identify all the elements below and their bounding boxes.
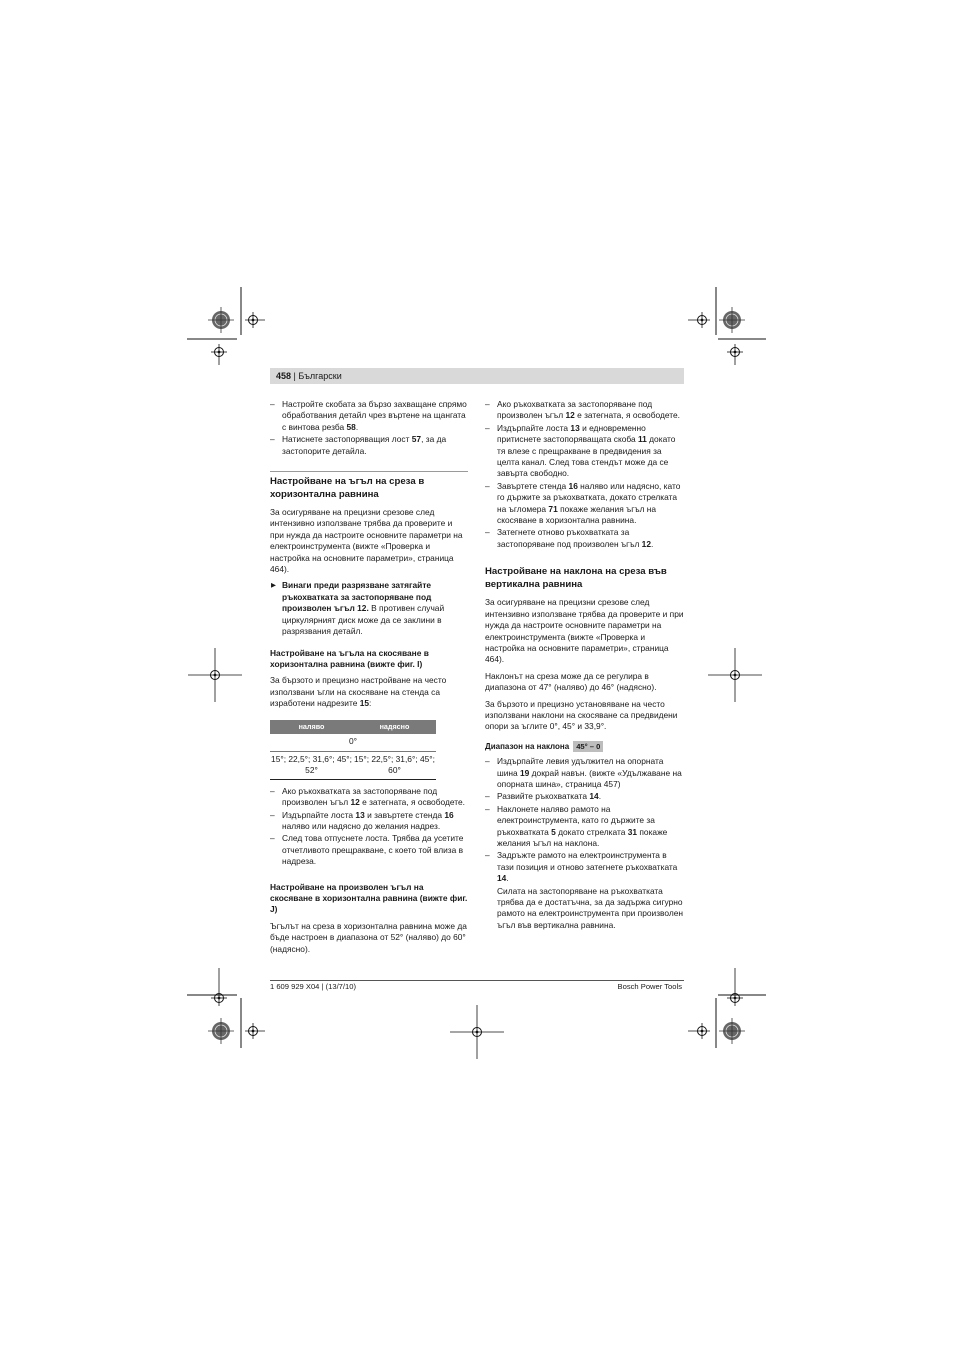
- footer-brand: Bosch Power Tools: [617, 982, 682, 991]
- table-header-left: наляво: [298, 721, 325, 731]
- list-item: – Ако ръкохватката за застопоряване под произволен ъгъл 12 е затегната, я освободете.: [485, 399, 684, 422]
- header-separator: |: [291, 371, 299, 381]
- registration-mark-icon: [188, 648, 242, 702]
- page-header: [270, 368, 684, 384]
- angle-table: [270, 720, 436, 780]
- page-number: 458: [276, 371, 292, 381]
- registration-mark-icon: [175, 968, 265, 1058]
- list-item: – Издърпайте левия удължител на опорната шина 19 докрай навън. (вижте «Удължаване на опорната шина», страница 457): [485, 756, 684, 790]
- table-cell-left: 15°; 22,5°; 31,6°; 45°; 52°: [271, 753, 352, 776]
- footer-rule: [270, 980, 684, 981]
- table-header: [270, 720, 436, 734]
- paragraph-arbitrary: Ъгълът на среза в хоризонтална равнина може да бъде настроен в диапазона от 52° (наляво) до 60° (надясно).: [270, 920, 467, 954]
- left-column: [270, 399, 468, 960]
- registration-mark-icon: [175, 275, 265, 365]
- table-row-zero: 0°: [270, 734, 436, 752]
- registration-mark-icon: [450, 1005, 504, 1059]
- registration-mark-icon: [688, 275, 778, 365]
- section-heading-horizontal: Настройване на ъгъл на среза в хоризонтална равнина: [270, 476, 425, 500]
- paragraph-precision: За осигуряване на прецизни срезове след интензивно използване трябва да проверите и при нужда да настроите основните параметри на електроинструмента (вижте «Проверка и настройка на основните параметри», страница 464).: [270, 507, 463, 575]
- warning-item: ▶ Винаги преди разрязване затягайте ръкохватката за застопоряване под произволен ъгъл 12. В противен случай циркулярният диск може да се заклини в разрязвания детайл.: [270, 580, 468, 637]
- subheading-arbitrary-angle: Настройване на произволен ъгъл на скосяване в хоризонтална равнина (вижте фиг. J): [270, 881, 468, 915]
- section-heading-vertical: Настройване на наклона на среза във вертикална равнина: [485, 566, 667, 590]
- paragraph-notches: За бързото и прецизно настройване на често използвани ъгли на скосяване на стенда са изработени надрезите 15:: [270, 675, 447, 709]
- paragraph-clamping-force: Силата на застопоряване на ръкохватката трябва да е достатъчна, за да задържа сигурно рамото на електроинструмента при произволен ъгъл във вертикална равнина.: [497, 885, 684, 930]
- list-item: – Издърпайте лоста 13 и завъртете стенда 16 наляво или надясно до желания надрез.: [270, 810, 468, 833]
- table-cell-right: 15°; 22,5°; 31,6°; 45°; 60°: [354, 753, 435, 776]
- paragraph-quick-stops: За бързото и прецизно установяване на често използвани наклони на скосяване са предвидени опори за ъглите 0°, 45° и 33,9°.: [485, 698, 678, 732]
- section-divider: [270, 471, 468, 472]
- bevel-range: [485, 741, 684, 752]
- list-item: – Задръжте рамото на електроинструмента в тази позиция и отново затегнете ръкохватката 14.: [485, 850, 684, 884]
- bevel-range-badge: 45° – 0: [573, 741, 603, 752]
- paragraph-range: Наклонът на среза може да се регулира в диапазона от 47° (наляво) до 46° (надясно).: [485, 670, 657, 693]
- list-item: – След това отпуснете лоста. Трябва да усетите отчетливото прещракване, с което той влиза в надреза.: [270, 833, 468, 867]
- list-item: – Издърпайте лоста 13 и едновременно притиснете застопоряващата скоба 11 докато тя влезе с прещракване в предвидения за целта канал. След това стендът може да се завърта свободно.: [485, 423, 684, 480]
- list-item: – Наклонете наляво рамото на електроинструмента, като го държите за ръкохватката 5 докато стрелката 31 покаже желания ъгъл на наклона.: [485, 804, 684, 850]
- paragraph-precision: За осигуряване на прецизни срезове след интензивно използване трябва да проверите и при нужда да настроите основните параметри на електроинструмента (вижте «Проверка и настройка на основните параметри», страница 464).: [485, 597, 684, 665]
- registration-mark-icon: [688, 968, 778, 1058]
- table-header-right: надясно: [379, 721, 410, 731]
- bevel-range-label: Диапазон на наклона: [485, 741, 570, 751]
- list-item: – Развийте ръкохватката 14.: [485, 791, 684, 802]
- list-item: – Настройте скобата за бързо захващане спрямо обработвания детайл чрез въртене на щангата с винтова резба 58.: [270, 399, 468, 433]
- list-item: – Затегнете отново ръкохватката за застопоряване под произволен ъгъл 12.: [485, 527, 684, 550]
- registration-mark-icon: [708, 648, 762, 702]
- list-item: – Ако ръкохватката за застопоряване под произволен ъгъл 12 е затегната, я освободете.: [270, 786, 468, 809]
- subheading-standard-angles: Настройване на ъгъла на скосяване в хоризонтална равнина (вижте фиг. I): [270, 647, 429, 669]
- table-row: [270, 752, 436, 780]
- list-item: – Натиснете застопоряващия лост 57, за да застопорите детайла.: [270, 434, 468, 457]
- list-item: – Завъртете стенда 16 наляво или надясно, като го държите за ръкохватката, докато стрелката на ъгломера 71 покаже желания ъгъл на скосяване в хоризонтална равнина.: [485, 481, 684, 527]
- footer-doc-number: 1 609 929 X04 | (13/7/10): [270, 982, 356, 991]
- header-language: Български: [298, 371, 342, 381]
- right-column: [485, 399, 684, 936]
